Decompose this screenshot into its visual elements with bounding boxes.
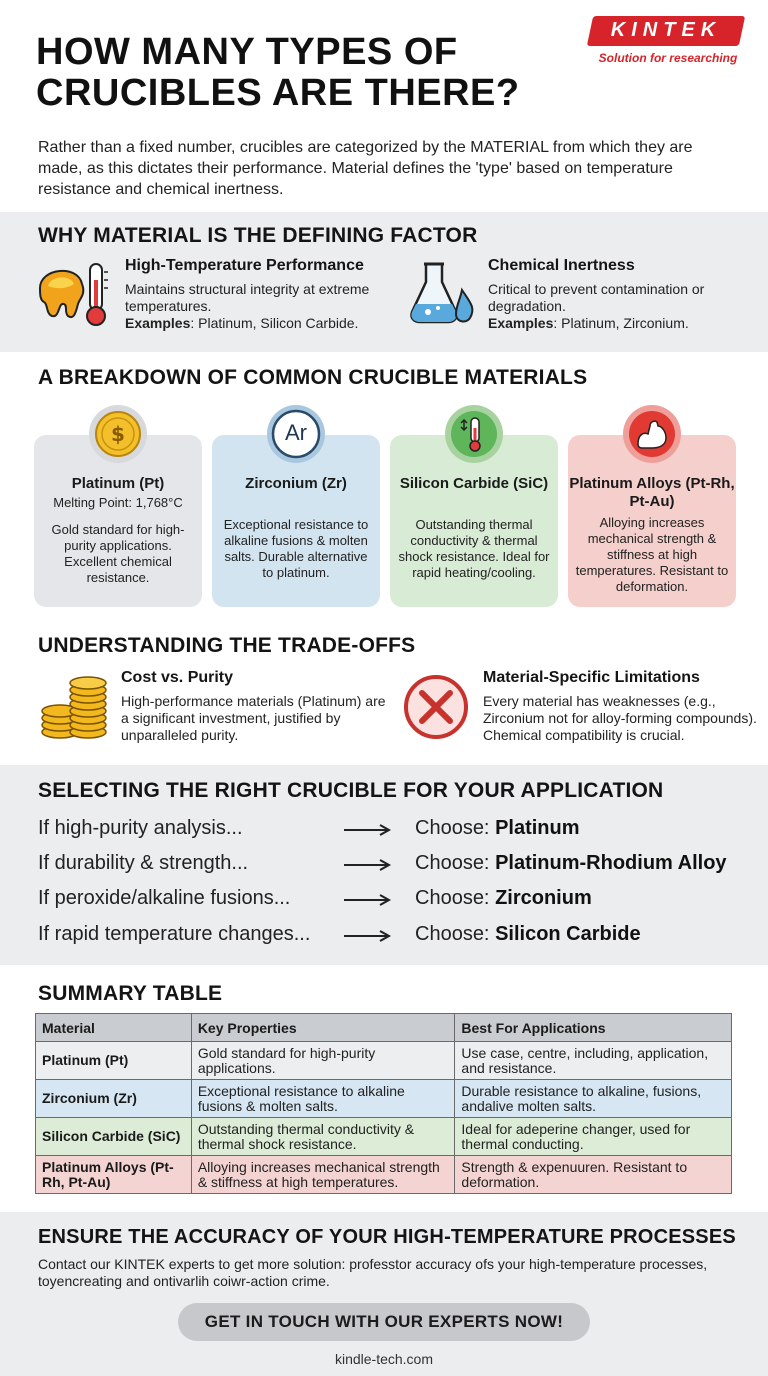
tradeoff-2-text: Every material has weaknesses (e.g., Zirconium not for alloy-forming compounds). Chemical compatibility is crucial. [483,693,757,743]
selection-choice: Choose: Silicon Carbide [415,923,641,945]
table-cell: Use case, centre, including, application, and resistance. [455,1042,732,1080]
tradeoff-2-title: Material-Specific Limitations [483,669,700,686]
thermometer-icon [444,404,504,464]
element-icon-label: Ar [285,420,307,445]
table-row [36,1080,732,1118]
arrow-right-icon [342,823,392,837]
svg-text:$: $ [111,422,125,446]
table-cell: Exceptional resistance to alkaline fusions & molten salts. [191,1080,455,1118]
why-heading: WHY MATERIAL IS THE DEFINING FACTOR [38,224,478,247]
table-cell: Gold standard for high-purity applications. [191,1042,455,1080]
card-text: Exceptional resistance to alkaline fusions & molten salts. Durable alternative to platinum. [223,517,369,580]
table-header-row [36,1014,732,1042]
contact-experts-button[interactable]: GET IN TOUCH WITH OUR EXPERTS NOW! [178,1303,590,1341]
why-item-1-text: Maintains structural integrity at extreme temperatures. Examples: Platinum, Silicon Carbide. [125,281,370,331]
tradeoff-1-text: High-performance materials (Platinum) are a significant investment, justified by unparalleled purity. [121,693,386,743]
arrow-right-icon [342,893,392,907]
tradeoffs-heading: UNDERSTANDING THE TRADE-OFFS [38,634,416,657]
intro-paragraph: Rather than a fixed number, crucibles are categorized by the MATERIAL from which they are made, as this dictates their performance. Material defines the 'type' based on temperature resistance and chemical inertness. [38,139,693,198]
table-cell: Platinum (Pt) [36,1042,192,1080]
selection-condition: If rapid temperature changes... [38,923,311,945]
page-title: HOW MANY TYPES OF CRUCIBLES ARE THERE? [36,31,520,114]
molten-thermometer-icon [34,258,114,330]
tradeoff-1-title: Cost vs. Purity [121,669,234,686]
coin-icon [88,404,148,464]
table-cell: Silicon Carbide (SiC) [36,1118,192,1156]
card-text: Outstanding thermal conductivity & thermal shock resistance. Ideal for rapid heating/cooling. [398,517,550,580]
table-row [36,1156,732,1194]
selection-condition: If high-purity analysis... [38,817,243,839]
table-cell: Platinum Alloys (Pt-Rh, Pt-Au) [36,1156,192,1194]
table-cell: Alloying increases mechanical strength & stiffness at high temperatures. [191,1156,455,1194]
card-name: Silicon Carbide (SiC) [399,475,549,492]
selection-choice: Choose: Platinum [415,817,580,839]
why-item-2-text: Critical to prevent contamination or degradation. Examples: Platinum, Zirconium. [488,281,705,331]
breakdown-heading: A BREAKDOWN OF COMMON CRUCIBLE MATERIALS [38,366,588,389]
column-header: Material [36,1014,192,1042]
column-header: Key Properties [191,1014,455,1042]
table-row [36,1118,732,1156]
selecting-heading: SELECTING THE RIGHT CRUCIBLE FOR YOUR APPLICATION [38,779,664,802]
column-header: Best For Applications [455,1014,732,1042]
flask-icon [406,260,478,328]
table-cell: Durable resistance to alkaline, fusions, andalive molten salts. [455,1080,732,1118]
selection-condition: If peroxide/alkaline fusions... [38,887,291,909]
cta-heading: ENSURE THE ACCURACY OF YOUR HIGH-TEMPERATURE PROCESSES [38,1226,736,1248]
card-sub: Melting Point: 1,768°C [53,495,183,510]
table-cell: Strength & expenuuren. Resistant to deformation. [455,1156,732,1194]
logo-tagline: Solution for researching [598,51,738,65]
card-text: Alloying increases mechanical strength & stiffness at high temperatures. Resistant to deformation. [575,515,729,594]
card-text: Gold standard for high-purity applications. Excellent chemical resistance. [51,522,185,585]
arrow-right-icon [342,929,392,943]
why-item-1-title: High-Temperature Performance [125,257,364,274]
element-icon [266,404,326,464]
selection-condition: If durability & strength... [38,852,249,874]
logo-text: KINTEK [610,19,722,41]
selection-choice: Choose: Platinum-Rhodium Alloy [415,852,727,874]
table-row [36,1042,732,1080]
card-name: Zirconium (Zr) [245,475,347,492]
website-link[interactable]: kindle-tech.com [334,1351,434,1367]
table-cell: Zirconium (Zr) [36,1080,192,1118]
arrow-right-icon [342,858,392,872]
cta-text: Contact our KINTEK experts to get more solution: professtor accuracy ofs your high-temperature processes, toyencreating and ontivarlih coiwr-action crime. [38,1256,708,1289]
summary-heading: SUMMARY TABLE [38,982,223,1005]
card-name: Platinum (Pt) [71,475,165,492]
prohibited-icon [402,673,470,741]
table-cell: Ideal for adeperine changer, used for thermal conducting. [455,1118,732,1156]
kintek-logo [578,16,754,72]
card-name: Platinum Alloys (Pt-Rh, Pt-Au) [569,475,735,510]
selection-choice: Choose: Zirconium [415,887,592,909]
coins-stack-icon [38,672,112,742]
summary-table [35,1013,732,1194]
why-item-2-title: Chemical Inertness [488,257,635,274]
strength-icon [622,404,682,464]
table-cell: Outstanding thermal conductivity & thermal shock resistance. [191,1118,455,1156]
